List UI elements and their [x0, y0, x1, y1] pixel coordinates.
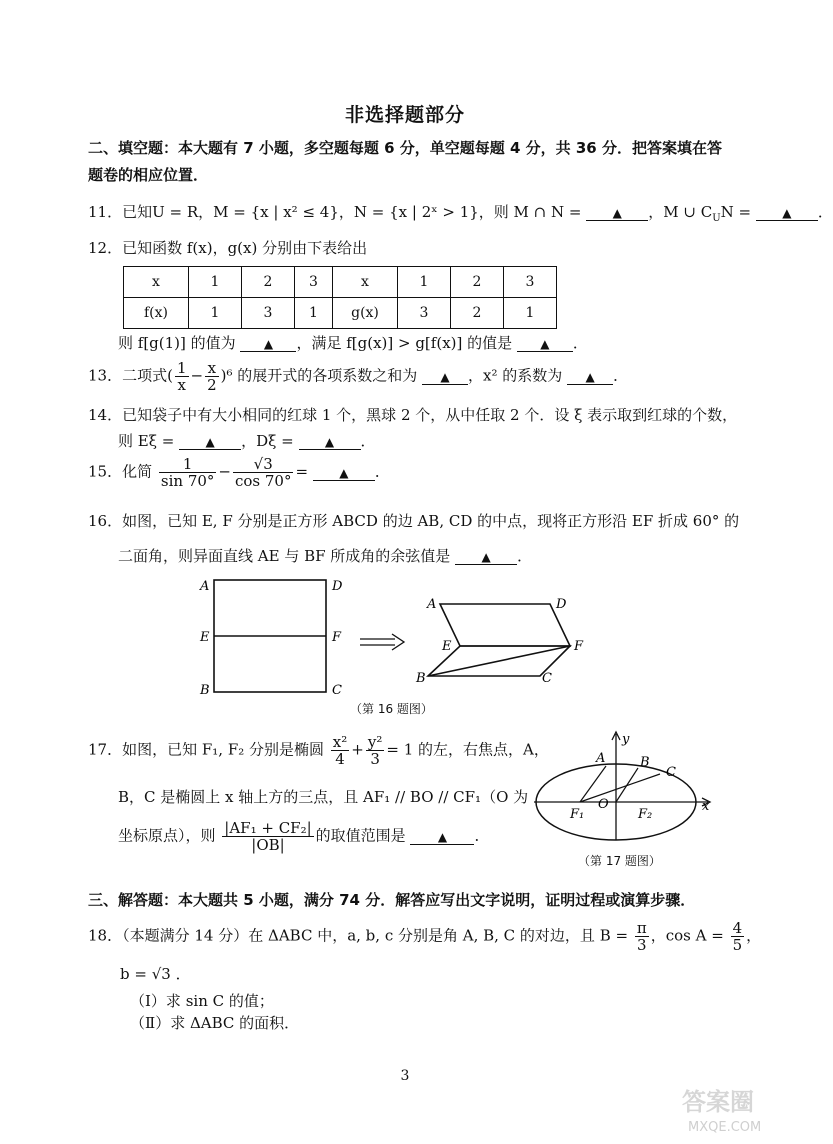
comma: ， — [746, 926, 762, 945]
answer-blank[interactable]: ▲ — [422, 370, 468, 385]
q11-text-a: 已知 — [122, 203, 153, 221]
ellipse-figure — [530, 728, 720, 850]
section-2-heading-line1: 二、填空题：本大题有 7 小题，多空题每题 6 分，单空题每题 4 分，共 36 分．把答案填在答 — [88, 139, 722, 157]
label-b: B — [200, 683, 210, 698]
answer-blank[interactable]: ▲ — [179, 435, 241, 450]
q17-line1-a: 如图，已知 F₁, F₂ 分别是椭圆 — [122, 740, 325, 759]
q13-text-a: 二项式( — [122, 366, 173, 385]
fraction: $\frac{\pi}{3}$ — [636, 919, 647, 954]
q18-mid: ，cos A = — [650, 926, 724, 945]
label-f: F — [574, 639, 584, 654]
answer-blank[interactable]: ▲ — [756, 206, 818, 221]
q17-line3-b: 的取值范围是 — [315, 826, 406, 845]
fraction: $\frac{4}{5}$ — [732, 919, 743, 954]
watermark-url: MXQE.COM — [688, 1120, 762, 1135]
arrow-right-icon — [360, 634, 404, 650]
table-cell: 3 — [295, 267, 333, 298]
label-e: E — [200, 630, 210, 645]
segment-cf1 — [580, 774, 660, 802]
label-c: C — [332, 683, 342, 698]
answer-blank[interactable]: ▲ — [240, 337, 296, 352]
question-18-part1: （Ⅰ）求 sin C 的值； — [130, 992, 274, 1010]
q11-text-d: N = — [720, 203, 752, 221]
q11-text-c: ，M ∪ C — [648, 203, 713, 221]
q13-number: 13． — [88, 366, 123, 385]
watermark-text: 答案圈 — [682, 1088, 754, 1116]
fraction: $\frac{√3}{\cos 70^\circ}$ — [234, 455, 292, 490]
table-cell: 2 — [242, 267, 295, 298]
label-b: B — [416, 671, 426, 686]
table-cell: 1 — [295, 298, 333, 329]
label-a: A — [427, 597, 437, 612]
q14-line2-a: 则 Eξ = — [118, 432, 175, 450]
question-17-line3: 坐标原点），则 $\frac{\text{|AF₁ + CF₂|}}{|OB|}$ 的取值范围是 ▲ ． — [118, 819, 490, 854]
q14-line1: 已知袋子中有大小相同的红球 1 个，黑球 2 个，从中任取 2 个．设 ξ 表示取到红球的个数， — [122, 406, 738, 424]
q12-follow-a: 则 f[g(1)] 的值为 — [118, 334, 236, 352]
table-cell: 1 — [189, 298, 242, 329]
answer-blank[interactable]: ▲ — [313, 466, 375, 481]
table-cell: x — [124, 267, 189, 298]
table-cell: 1 — [189, 267, 242, 298]
question-17-line2 — [118, 786, 528, 807]
table-cell: 3 — [504, 267, 557, 298]
label-d: D — [332, 579, 343, 594]
minus-sign: − — [218, 462, 231, 481]
q15-number: 15． — [88, 462, 123, 481]
question-18-part2: （Ⅱ）求 ΔABC 的面积． — [130, 1014, 300, 1032]
equals-sign: = — [295, 462, 309, 481]
q15-text-a: 化简 — [122, 462, 153, 481]
question-14 — [88, 404, 737, 425]
q14-line2-b: ，Dξ = — [241, 432, 294, 450]
q17-number: 17． — [88, 740, 123, 759]
page-number: 3 — [400, 1068, 410, 1084]
label-d: D — [556, 597, 567, 612]
answer-blank[interactable]: ▲ — [517, 337, 573, 352]
q14-number: 14． — [88, 406, 123, 424]
minus-sign: − — [190, 366, 204, 385]
answer-blank[interactable]: ▲ — [567, 370, 613, 385]
q16-line2: 二面角，则异面直线 AE 与 BF 所成角的余弦值是 — [118, 547, 451, 565]
q11-subscript-u: U — [712, 213, 721, 224]
fraction: $\frac{1}{x}$ — [176, 359, 187, 394]
section-3-heading: 三、解答题：本大题共 5 小题，满分 74 分．解答应写出文字说明，证明过程或演算步骤． — [88, 891, 696, 909]
q12-number: 12． — [88, 239, 123, 257]
q13-text-c: ，x² 的系数为 — [468, 366, 563, 385]
table-cell: 2 — [451, 267, 504, 298]
fraction: $\frac{\text{y²}}{3}$ — [367, 733, 383, 768]
fraction: $\frac{\text{x²}}{4}$ — [332, 733, 348, 768]
figure-16-caption: （第 16 题图） — [350, 702, 433, 716]
q12-follow-b: ，满足 f[g(x)] > g[f(x)] 的值是 — [296, 334, 513, 352]
q18-line1: （本题满分 14 分）在 ΔABC 中，a, b, c 分别是角 A, B, C 的对边，且 B = — [122, 926, 629, 945]
q12-intro: 已知函数 f(x)，g(x) 分别由下表给出 — [122, 239, 368, 257]
watermark-logo — [676, 1084, 796, 1136]
q17-line3-a: 坐标原点），则 — [118, 826, 216, 845]
question-11: 11．已知U = R，M = {x | x² ≤ 4}，N = {x | 2ˣ > 1}，则 M ∩ N = ▲ ，M ∪ $C_UN$ = ▲ ． — [88, 203, 833, 224]
q18-number: 18． — [88, 926, 123, 945]
fraction: $\frac{1}{\sin 70^\circ}$ — [160, 455, 215, 490]
function-table — [123, 266, 557, 329]
table-cell: 2 — [451, 298, 504, 329]
section-2-heading — [88, 135, 728, 189]
table-cell: 1 — [504, 298, 557, 329]
label-c: C — [666, 765, 676, 780]
q16-number: 16． — [88, 512, 123, 530]
fraction: $\frac{\text{|AF₁ + CF₂|}}{|OB|}$ — [224, 819, 312, 854]
label-e: E — [442, 639, 452, 654]
label-a: A — [200, 579, 210, 594]
label-a: A — [596, 751, 606, 766]
label-f1: F₁ — [570, 807, 585, 822]
question-18-line2: b = √3 ． — [120, 965, 191, 983]
q11-text-b: U = R，M = {x | x² ≤ 4}，N = {x | 2ˣ > 1}，则 M ∩ N = — [152, 203, 582, 221]
section-2-heading-line2: 题卷的相应位置． — [88, 166, 209, 184]
label-y: y — [622, 732, 630, 747]
figure-17-caption: （第 17 题图） — [578, 854, 661, 868]
label-b: B — [640, 755, 650, 770]
table-cell: x — [333, 267, 398, 298]
label-f: F — [332, 630, 342, 645]
question-14-line2: 则 Eξ = ▲ ，Dξ = ▲ ． — [118, 432, 376, 450]
table-cell: 1 — [398, 267, 451, 298]
answer-blank[interactable]: ▲ — [586, 206, 648, 221]
label-x: x — [702, 799, 710, 814]
q11-number: 11． — [88, 203, 123, 221]
q16-line1: 如图，已知 E, F 分别是正方形 ABCD 的边 AB, CD 的中点，现将正方形沿 EF 折成 60° 的 — [122, 512, 740, 530]
fold-square-figure — [190, 572, 610, 702]
fraction: $\frac{x}{2}$ — [207, 359, 217, 394]
table-cell: 3 — [242, 298, 295, 329]
table-row — [124, 267, 557, 298]
label-o: O — [598, 797, 609, 812]
plus-sign: + — [351, 740, 364, 759]
table-row — [124, 298, 557, 329]
question-18 — [88, 920, 761, 953]
page-title: 非选择题部分 — [344, 104, 465, 126]
question-15: 15．化简 $\frac{1}{\sin 70^\circ}$ − $\frac{√3}{\cos 70^\circ}$ = ▲ ． — [88, 455, 390, 490]
question-17 — [88, 734, 549, 767]
table-cell: g(x) — [333, 298, 398, 329]
table-cell: 3 — [398, 298, 451, 329]
answer-blank[interactable]: ▲ — [410, 830, 474, 845]
question-16 — [88, 510, 739, 531]
answer-blank[interactable]: ▲ — [299, 435, 361, 450]
label-f2: F₂ — [638, 807, 653, 822]
q17-line2: B，C 是椭圆上 x 轴上方的三点，且 AF₁ // BO // CF₁（O 为 — [118, 788, 529, 806]
table-cell: f(x) — [124, 298, 189, 329]
q17-line1-b: = 1 的左，右焦点，A， — [386, 740, 549, 759]
question-12 — [88, 237, 367, 258]
q13-text-b: )⁶ 的展开式的各项系数之和为 — [220, 366, 418, 385]
answer-blank[interactable]: ▲ — [455, 550, 517, 565]
question-13: 13．二项式( $\frac{1}{x}$ − $\frac{x}{2}$ )⁶ 的展开式的各项系数之和为 ▲ ，x² 的系数为 ▲ ． — [88, 359, 629, 394]
question-16-line2: 二面角，则异面直线 AE 与 BF 所成角的余弦值是 ▲ ． — [118, 547, 533, 565]
label-c: C — [542, 671, 552, 686]
question-12-follow: 则 f[g(1)] 的值为 ▲ ，满足 f[g(x)] > g[f(x)] 的值是 ▲ ． — [118, 334, 588, 352]
